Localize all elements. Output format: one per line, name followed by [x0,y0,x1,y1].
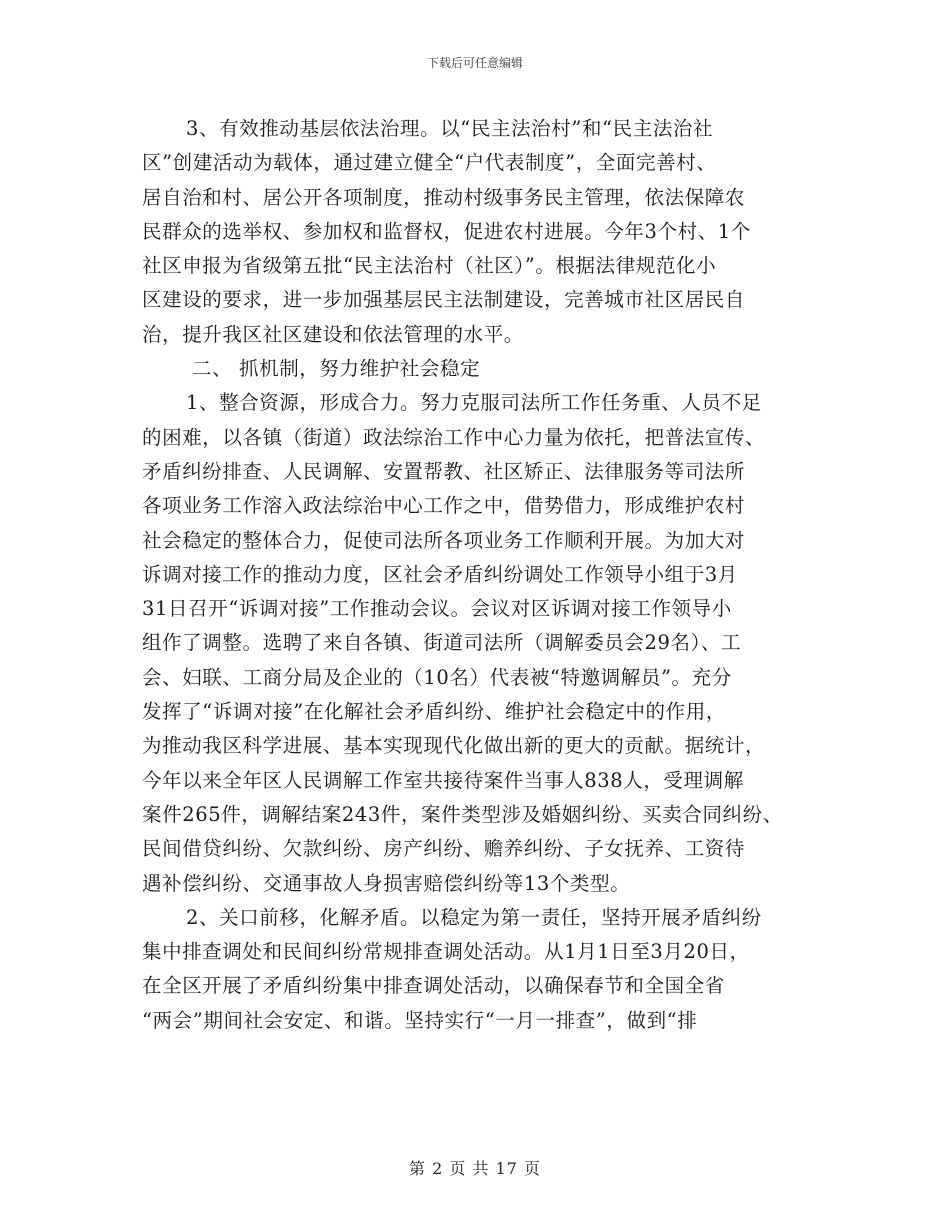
paragraph-line: 区”创建活动为载体，通过建立健全“户代表制度”，全面完善村、 [142,151,717,175]
paragraph-line: 的困难，以各镇（街道）政法综治工作中心力量为依托，把普法宣传、 [142,425,766,449]
paragraph-line: 治，提升我区社区建设和依法管理的水平。 [142,322,524,346]
paragraph-line: 矛盾纠纷排查、人民调解、安置帮教、社区矫正、法律服务等司法所 [142,459,746,483]
paragraph-line: 社会稳定的整体合力，促使司法所各项业务工作顺利开展。为加大对 [142,528,746,552]
paragraph-line: 1、整合资源，形成合力。努力克服司法所工作任务重、人员不足 [186,391,762,415]
paragraph-line: 在全区开展了矛盾纠纷集中排查调处活动，以确保春节和全国全省 [142,974,725,998]
paragraph-line: 为推动我区科学进展、基本实现现代化做出新的更大的贡献。据统计， [142,734,766,758]
paragraph-line: 民间借贷纠纷、欠款纠纷、房产纠纷、赡养纠纷、子女抚养、工资待 [142,837,746,861]
section-heading: 二、 抓机制，努力维护社会稳定 [192,357,481,381]
paragraph-line: 民群众的选举权、参加权和监督权，促进农村进展。今年3个村、1个 [142,219,751,243]
paragraph-line: 居自治和村、居公开各项制度，推动村级事务民主管理，依法保障农 [142,185,746,209]
paragraph-line: 会、妇联、工商分局及企业的（10名）代表被“特邀调解员”。充分 [142,665,732,689]
paragraph-line: 2、关口前移，化解矛盾。以稳定为第一责任，坚持开展矛盾纠纷 [186,905,762,929]
document-body [142,112,832,1038]
paragraph-line: 社区申报为省级第五批“民主法治村（社区）”。根据法律规范化小 [142,254,717,278]
paragraph-line: 发挥了“诉调对接”在化解社会矛盾纠纷、维护社会稳定中的作用， [142,700,726,724]
paragraph-line: 案件265件，调解结案243件，案件类型涉及婚姻纠纷、买卖合同纠纷、 [142,802,783,826]
paragraph-line: 3、有效推动基层依法治理。以“民主法治村”和“民主法治社 [186,117,714,140]
paragraph-line: 集中排查调处和民间纠纷常规排查调处活动。从1月1日至3月20日， [142,940,750,964]
page-header-note: 下载后可任意编辑 [426,56,523,70]
page-number-footer: 第 2 页 共 17 页 [409,1159,541,1178]
paragraph-line: 31日召开“诉调对接”工作推动会议。会议对区诉调对接工作领导小 [142,597,732,621]
paragraph-line: 各项业务工作溶入政法综治中心工作之中，借势借力，形成维护农村 [142,494,746,518]
paragraph-line: 区建设的要求，进一步加强基层民主法制建设，完善城市社区居民自 [142,288,746,312]
paragraph-line: 诉调对接工作的推动力度，区社会矛盾纠纷调处工作领导小组于3月 [142,562,738,586]
paragraph-line: 遇补偿纠纷、交通事故人身损害赔偿纠纷等13个类型。 [142,871,631,895]
paragraph-line: “两会”期间社会安定、和谐。坚持实行“一月一排查”，做到“排 [142,1008,698,1032]
paragraph-line: 今年以来全年区人民调解工作室共接待案件当事人838人，受理调解 [142,768,744,792]
paragraph-line: 组作了调整。选聘了来自各镇、街道司法所（调解委员会29名）、工 [142,631,742,655]
